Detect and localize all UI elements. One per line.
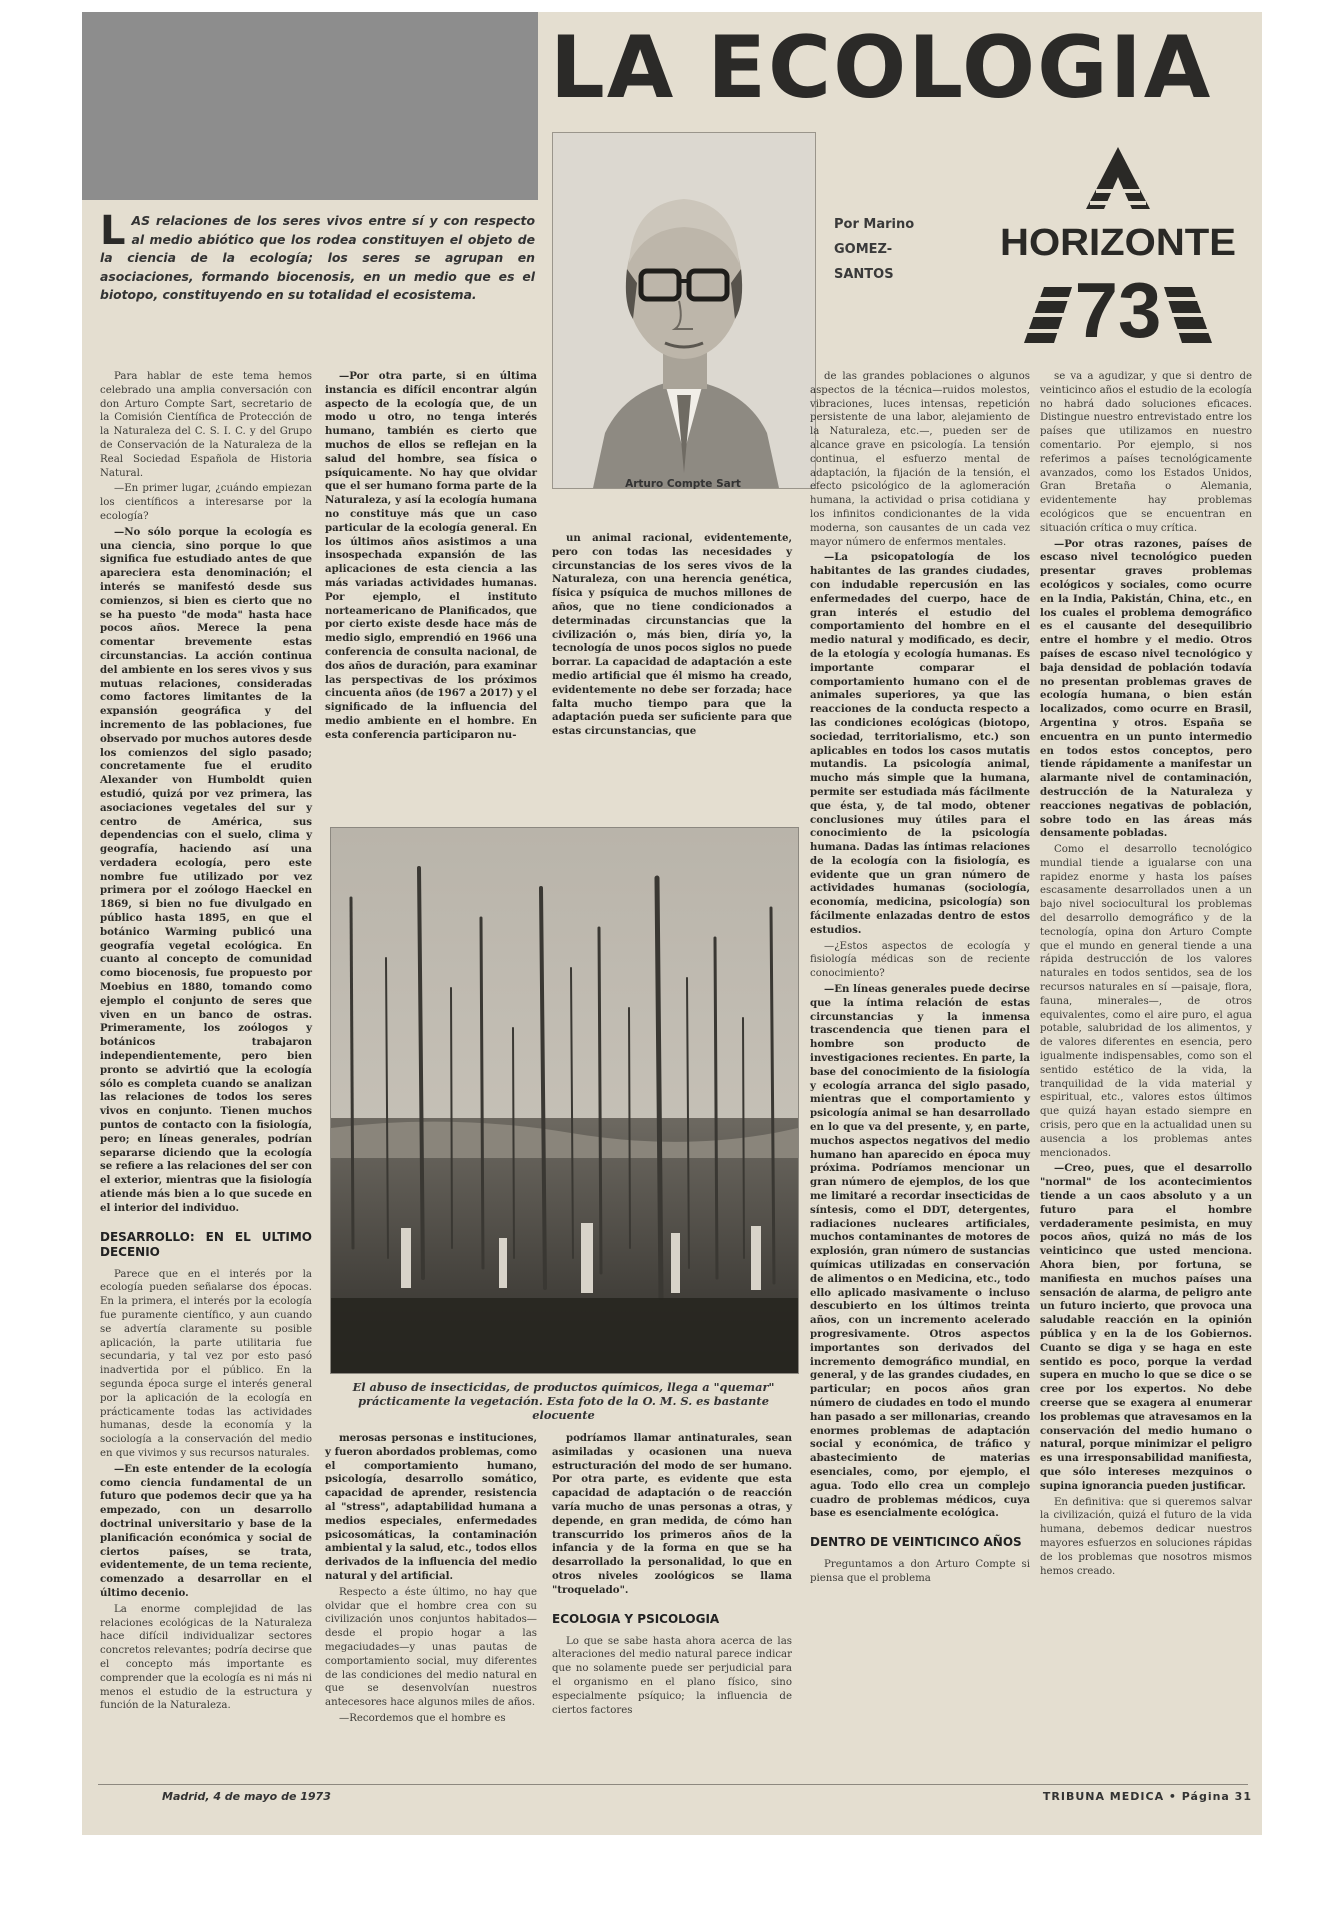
paragraph: Para hablar de este tema hemos celebrado una amplia conversación con don Arturo Compte Sart, secretario de la Comisión Científica de Protección de la Naturaleza del C. S. I. C. y del Grupo de Conservación de la Naturaleza de la Real Sociedad Española de Historia Natural.: [100, 371, 312, 479]
footer-date: Madrid, 4 de mayo de 1973: [162, 1790, 331, 1803]
paragraph: La enorme complejidad de las relaciones ecológicas de la Naturaleza hace difícil individualizar sectores concretos relevantes; podría decirse que el concepto más importante es comprender que la ecología es ni más ni menos el estudio de la estructura y función de la Naturaleza.: [100, 1603, 312, 1712]
lede-paragraph: [100, 208, 535, 305]
paragraph: —En este entender de la ecología como ciencia fundamental de un futuro que podemos decir que ya ha empezado, con un desarrollo doctrinal universitario y base de la planificación económica y social de ciertos países, se trata, evidentemente, de un tema reciente, comenzado a desarrollar en el último decenio.: [100, 1462, 312, 1599]
paragraph: Preguntamos a don Arturo Compte si piensa que el problema: [810, 1559, 1030, 1584]
byline-surname-1: GOMEZ-: [834, 242, 893, 257]
section-heading: DESARROLLO: EN EL ULTIMO DECENIO: [100, 1229, 312, 1259]
article-column-5: [1040, 370, 1252, 1580]
photo-caption: El abuso de insecticidas, de productos químicos, llega a "quemar" prácticamente la vegetación. Esta foto de la O. M. S. es bastante elocuente: [352, 1380, 775, 1422]
article-column-2: [325, 370, 537, 745]
paragraph: —¿Estos aspectos de ecología y fisiología médicas son de reciente conocimiento?: [810, 940, 1030, 980]
article-column-4: [810, 370, 1030, 1588]
paragraph: Respecto a éste último, no hay que olvidar que el hombre crea con su civilización unos conjuntos habitados—desde el propio hogar a las megaciudades—y unas pautas de comportamiento social, muy diferentes de las condiciones del medio natural en que se desenvolvían nuestros antecesores hace algunos miles de años.: [325, 1586, 537, 1709]
paragraph: se va a agudizar, y que si dentro de veinticinco años el estudio de la ecología no habrá dado soluciones eficaces. Distingue nuestro entrevistado entre los países que utilizamos en nuestro comentario. Por ejemplo, si nos referimos a países tecnológicamente avanzados, como los Estados Unidos, Gran Bretaña o Alemania, evidentemente hay problemas ecológicos que se encuentran en situación crítica o muy crítica.: [1040, 371, 1252, 534]
paragraph: —Recordemos que el hombre es: [339, 1712, 506, 1724]
paragraph: —Por otras razones, países de escaso nivel tecnológico pueden presentar graves problemas ecológicos y sociales, como ocurre en la India, Pakistán, China, etc., en los cuales el problema demográfico es el causante del desequilibrio entre el hombre y el medio. Otros países de escaso nivel tecnológico y baja densidad de población todavía no presentan problemas graves de ecología humana, o bien están localizados, como ocurre en Brasil, Argentina y otros. España se encuentra en un punto intermedio en todos estos conceptos, pero tiende rápidamente a manifestar un alarmante nivel de contaminación, destrucción de la Naturaleza y reacciones negativas de población, sobre todo en las áreas más densamente pobladas.: [1040, 537, 1252, 840]
paragraph: Lo que se sabe hasta ahora acerca de las alteraciones del medio natural parece indicar que no solamente puede ser perjudicial para el organismo en el plano físico, sino especialmente psíquico; la influencia de ciertos factores: [552, 1635, 792, 1716]
gray-redaction-block: [82, 12, 538, 200]
article-column-2-lower: [325, 1432, 537, 1728]
paragraph: podríamos llamar antinaturales, sean asimiladas y ocasionen una nueva estructuración del modo de ser humano. Por otra parte, es evidente que esta capacidad de adaptación o de reacción varía mucho de unas personas a otras, y depende, en gran medida, de cómo han transcurrido los primeros años de la infancia y de la forma en que se ha desarrollado la personalidad, lo que en otros niveles zoológicos se llama "troquelado".: [552, 1432, 792, 1596]
paragraph: —No sólo porque la ecología es una ciencia, sino porque lo que significa fue estudiado antes de que apareciera esta denominación; el interés se manifestó desde sus comienzos, si bien es cierto que no se ha puesto "de moda" hasta hace pocos años. Merece la pena comentar brevemente estas circunstancias. La acción continua del ambiente en los seres vivos y sus mutuas relaciones, consideradas como factores limitantes de la expansión geográfica y del incremento de las poblaciones, fue observado por muchos autores desde los comienzos del siglo pasado; concretamente fue el erudito Alexander von Humboldt quien estudió, quizá por vez primera, las asociaciones vegetales del sur y centro de América, sus dependencias con el suelo, clima y geografía, haciendo así una verdadera ecología, pero este nombre fue utilizado por vez primera por el zoólogo Haeckel en 1869, si bien no fue divulgado en público hasta 1895, en que el botánico Warming publicó una geografía vegetal ecológica. En cuanto al concepto de comunidad como biocenosis, fue propuesto por Moebius en 1880, tomando como ejemplo el conjunto de seres que viven en un banco de ostras. Primeramente, los zoólogos y botánicos trabajaron independientemente, pero bien pronto se advirtió que la ecología sólo es completa cuando se analizan las relaciones de todos los seres vivos en conjunto. Tienen muchos puntos de contacto con la fisiología, pero; en líneas generales, podrían separarse diciendo que la ecología se refiere a las relaciones del ser con el exterior, mientras que la fisiología atiende más bien a lo que sucede en el interior del individuo.: [100, 525, 312, 1214]
logo-number: 73: [1074, 266, 1162, 354]
headline: LA ECOLOGIA: [550, 18, 1213, 118]
paragraph: —Por otra parte, si en última instancia es difícil encontrar algún aspecto de la ecología que, de un modo u otro, no tenga interés humano, también es cierto que muchos de ellos se reflejan en la salud del hombre, sea física o psíquicamente. No hay que olvidar que el ser humano forma parte de la Naturaleza, y así la ecología humana no constituye más que un caso particular de la ecología general. En los últimos años asistimos a una insospechada expansión de las aplicaciones de esta ciencia a las más variadas actividades humanas. Por ejemplo, el instituto norteamericano de Planificados, que por cierto existe desde hace más de medio siglo, emprendió en 1966 una conferencia de consulta nacional, de dos años de duración, para examinar las perspectivas de los próximos cincuenta años (de 1967 a 2017) y el significado de la influencia del medio ambiente en el hombre. En esta conferencia participaron nu-: [325, 370, 537, 741]
drop-cap: L: [100, 208, 126, 254]
section-heading: ECOLOGIA Y PSICOLOGIA: [552, 1611, 720, 1626]
paragraph: —En líneas generales puede decirse que la íntima relación de estas circunstancias y la inmensa trascendencia que tienen para el hombre son producto de investigaciones recientes. En parte, la base del conocimiento de la fisiología y ecología arranca del siglo pasado, mientras que el comportamiento y psicología animal se han desarrollado en lo que va del presente, y, en parte, muchos aspectos negativos del medio humano han aparecido en época muy próxima. Podríamos mencionar un gran número de ejemplos, de los que me limitaré a recordar insecticidas de síntesis, como el DDT, detergentes, radiaciones nucleares artificiales, muchos contaminantes de motores de explosión, gran número de sustancias químicas utilizadas en conservación de alimentos o en Medicina, etc., todo ello aplicado masivamente o incluso descubierto en los últimos treinta años, con un incremento acelerado progresivamente. Otros aspectos importantes son derivados del incremento demográfico mundial, en general, y de las grandes ciudades, en particular; en pocos años gran número de ciudades en todo el mundo han pasado a ser millonarias, creando enormes problemas de adaptación social y económica, de tráfico y abastecimiento de materias esenciales, como, por ejemplo, el agua. Todo ello crea un complejo cuadro de problemas médicos, cuya base es esencialmente ecológica.: [810, 983, 1030, 1520]
paragraph: Como el desarrollo tecnológico mundial tiende a igualarse con una rapidez enorme y hasta los países escasamente desarrollados unen a un bajo nivel sociocultural los problemas del desarrollo demográfico y de la tecnología, opina don Arturo Compte que el mundo en general tiende a una rápida destrucción de los valores naturales en todos sentidos, sea de los recursos naturales en sí —paisaje, flora, fauna, minerales—, de otros equivalentes, como el aire puro, el agua potable, salubridad de los alimentos, y de valores diferentes en esencia, pero igualmente indispensables, como son el sentido estético de la vida, la tranquilidad de la vida material y espiritual, etc., valores estos últimos que quizá hayan estado siempre en crisis, pero que en la actualidad unen su ausencia a los problemas antes mencionados.: [1040, 844, 1252, 1159]
footer-rule: [98, 1784, 1248, 1785]
article-column-3: [552, 532, 792, 741]
byline: [834, 212, 954, 287]
forest-photo: [330, 827, 799, 1374]
footer-publication: TRIBUNA MEDICA • Página 31: [1042, 1790, 1252, 1803]
paragraph: —Creo, pues, que el desarrollo "normal" de los acontecimientos tiende a un caos absoluto y a un futuro para el hombre verdaderamente pesimista, en muy pocos años, quizá no más de los veinticinco que usted menciona. Ahora bien, por fortuna, se manifiesta en muchos países una sensación de alarma, de peligro ante un futuro incierto, que provoca una saludable reacción en la opinión pública y en la de los Gobiernos. Cuanto se diga y se haga en este sentido es poco, porque la verdad supera en mucho lo que se dice o se cree por los expertos. No debe creerse que se exagera al enumerar los problemas que atravesamos en la conservación del medio humano o natural, porque minimizar el peligro es una irresponsabilidad manifiesta, que sólo intereses mezquinos o supina ignorancia pueden justificar.: [1040, 1162, 1252, 1492]
paragraph: de las grandes poblaciones o algunos aspectos de la técnica—ruidos molestos, vibraciones, luces intensas, repetición persistente de una labor, alejamiento de la Naturaleza, etc.—, pueden ser de alcance grave en psicología. La tensión continua, el esfuerzo mental de adaptación, la fijación de la tensión, el efecto psicológico de la aglomeración humana, la actividad o prisa cotidiana y los infinitos condicionantes de la vida moderna, son causantes de un cada vez mayor número de enfermos mentales.: [810, 371, 1030, 548]
lede-text: AS relaciones de los seres vivos entre sí y con respecto al medio abiótico que los rodea constituyen el objeto de la ciencia de la ecología; los seres se agrupan en asociaciones, formando biocenosis, en un medio que es el biotopo, constituyendo en su totalidad el ecosistema.: [100, 213, 535, 302]
section-heading: DENTRO DE VEINTICINCO AÑOS: [810, 1535, 1022, 1550]
paragraph: un animal racional, evidentemente, pero con todas las necesidades y circunstancias de los seres vivos de la Naturaleza, con una herencia genética, física y psíquica de muchos millones de años, que no tiene condicionados a determinadas circunstancias que la civilización o, más bien, diría yo, la tecnología de unos pocos siglos no puede borrar. La capacidad de adaptación a este medio artificial que él mismo ha creado, evidentemente no debe ser forzada; hace falta mucho tiempo para que la adaptación pueda ser suficiente para que estas circunstancias, que: [552, 532, 792, 738]
horizonte-73-logo: [994, 137, 1242, 357]
paragraph: Parece que en el interés por la ecología pueden señalarse dos épocas. En la primera, el interés por la ecología fue puramente científico, y aun cuando se advertía claramente su posible aplicación, la parte utilitaria fue secundaria, y tal vez por esto pasó inadvertida por el público. En la segunda época surge el interés general por la aplicación de la ecología en prácticamente todas las actividades humanas, desde la economía y la sociología a la conservación del medio en que vivimos y sus recursos naturales.: [100, 1268, 312, 1459]
byline-prefix: Por Marino: [834, 217, 915, 232]
portrait-caption: Arturo Compte Sart: [625, 478, 741, 490]
article-column-3-lower: [552, 1432, 792, 1719]
portrait-image: [553, 133, 815, 488]
portrait-photo: [552, 132, 816, 489]
dead-forest-image: [331, 828, 798, 1373]
paragraph: —En primer lugar, ¿cuándo empiezan los científicos a interesarse por la ecología?: [100, 483, 312, 522]
newspaper-page: [82, 12, 1262, 1835]
paragraph: En definitiva: que si queremos salvar la civilización, quizá el futuro de la vida humana, debemos dedicar nuestros mayores esfuerzos en soluciones rápidas de los problemas que nosotros mismos hemos creado.: [1040, 1496, 1252, 1577]
logo-graphic: [994, 137, 1242, 357]
logo-word: HORIZONTE: [1000, 222, 1236, 264]
article-column-1: [100, 370, 312, 1715]
paragraph: merosas personas e instituciones, y fueron abordados problemas, como el comportamiento humano, psicología, desarrollo somático, capacidad de aprender, resistencia al "stress", adaptabilidad humana a medios especiales, enfermedades psicosomáticas, la contaminación ambiental y la salud, etc., todos ellos derivados de la influencia del medio natural y del artificial.: [325, 1432, 537, 1582]
paragraph: —La psicopatología de los habitantes de las grandes ciudades, con indudable repercusión en las enfermedades del cuerpo, hace de gran interés el estudio del comportamiento del hombre en el medio natural y modificado, es decir, de la etología y ecología humanas. Es importante comparar el comportamiento humano con el de animales superiores, ya que las reacciones de la conducta respecto a las condiciones ecológicas (biotopo, sociedad, territorialismo, etc.) son aplicables en todos los casos mutatis mutandis. La psicología animal, mucho más simple que la humana, permite ser estudiada más fácilmente que ésta, y, de tal modo, obtener conclusiones muy útiles para el conocimiento de la psicología humana. Dadas las íntimas relaciones de la ecología con la fisiología, es evidente que un gran número de actividades humanas (sociología, economía, medicina, psicología) son fácilmente enlazadas dentro de estos estudios.: [810, 551, 1030, 936]
byline-surname-2: SANTOS: [834, 267, 894, 282]
